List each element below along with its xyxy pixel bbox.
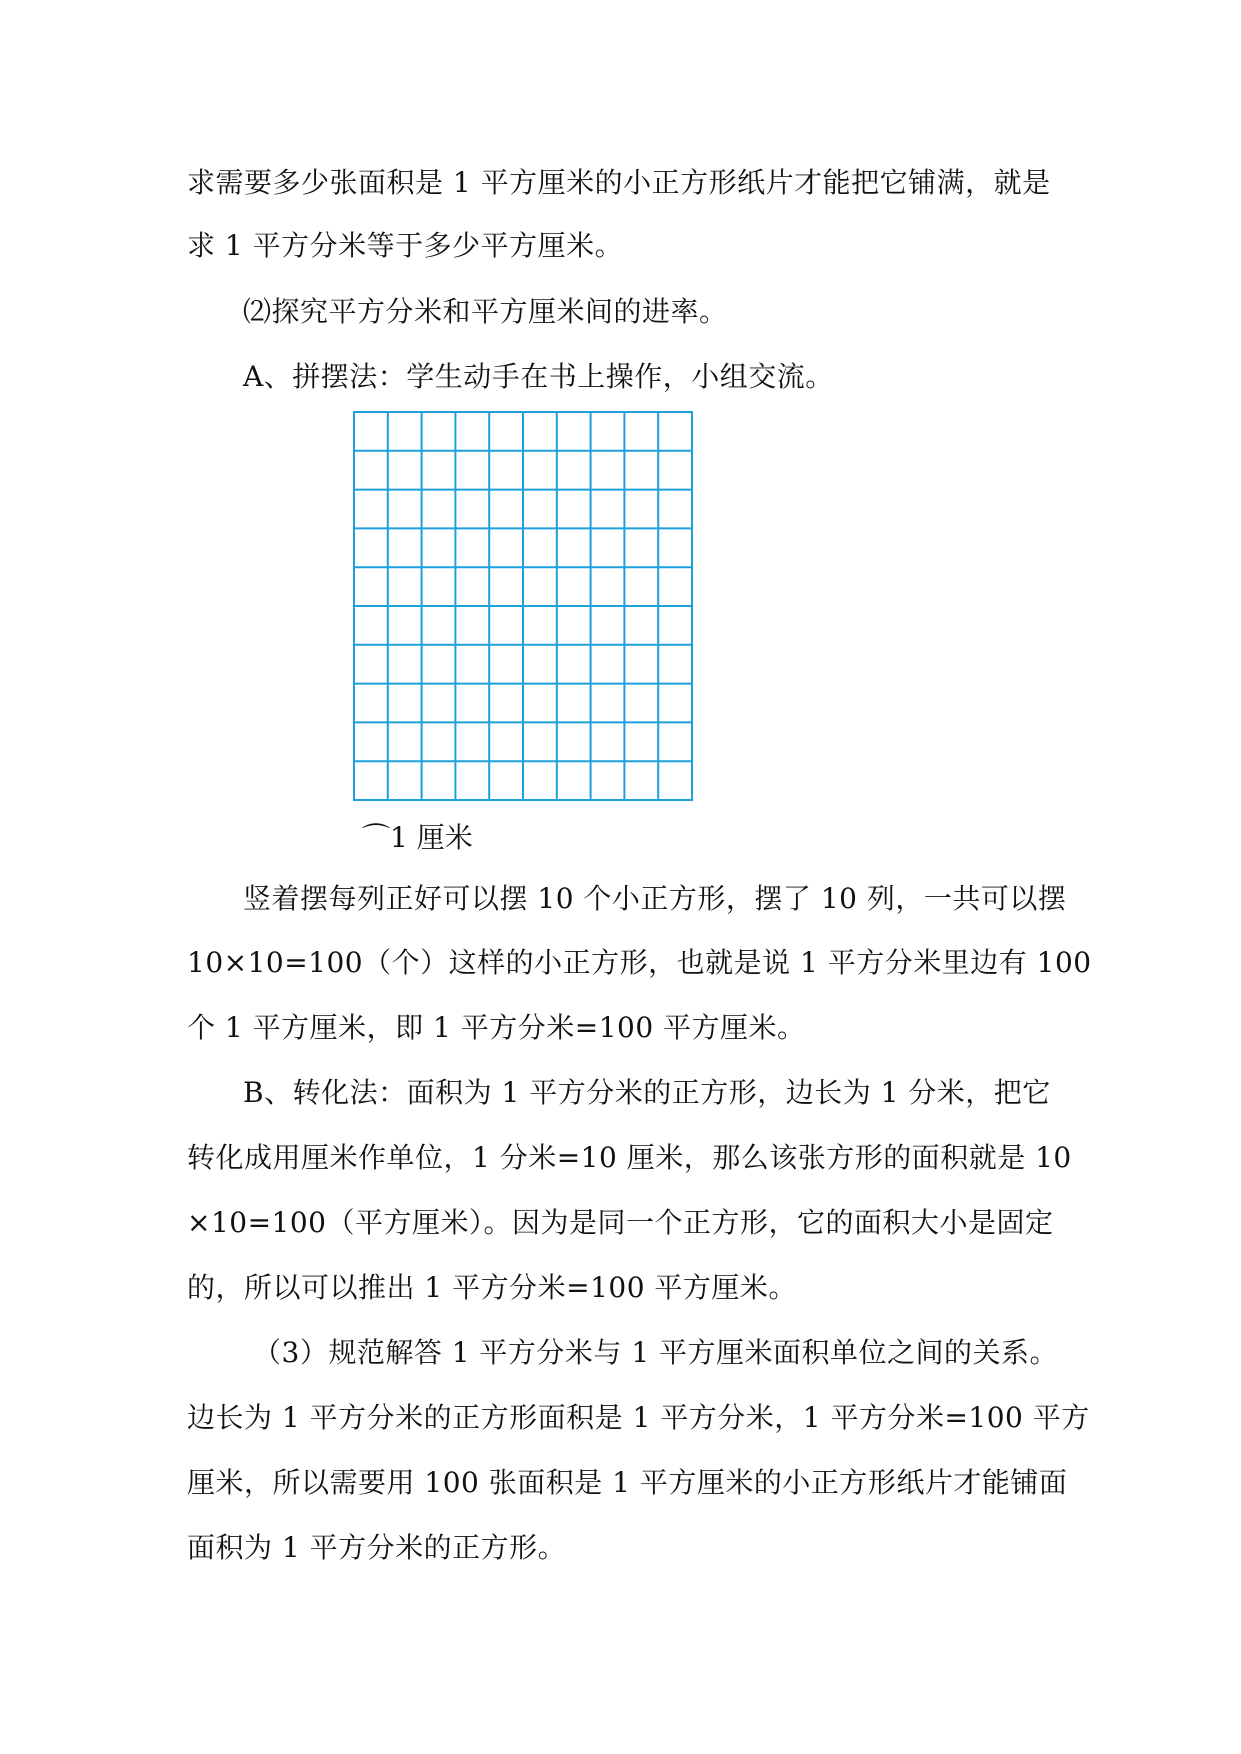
paragraph-line: 边长为 1 平方分米的正方形面积是 1 平方分米，1 平方分米=100 平方 [187,1401,1090,1434]
paragraph-line: 转化成用厘米作单位，1 分米=10 厘米，那么该张方形的面积就是 10 [187,1141,1072,1174]
paragraph-line: 10×10=100（个）这样的小正方形，也就是说 1 平方分米里边有 100 [187,946,1092,979]
paragraph-line: 面积为 1 平方分米的正方形。 [187,1531,567,1564]
paragraph-line: ×10=100（平方厘米）。因为是同一个正方形，它的面积大小是固定 [187,1206,1054,1239]
paragraph-line: 厘米，所以需要用 100 张面积是 1 平方厘米的小正方形纸片才能铺面 [187,1466,1068,1499]
section-heading: ⑵探究平方分米和平方厘米间的进率。 [243,295,728,328]
paragraph-line: 的，所以可以推出 1 平方分米=100 平方厘米。 [187,1271,797,1304]
paragraph-line: 求需要多少张面积是 1 平方厘米的小正方形纸片才能把它铺满，就是 [187,166,1051,199]
paragraph-line: 个 1 平方厘米，即 1 平方分米=100 平方厘米。 [187,1011,806,1044]
method-b-heading: B、转化法：面积为 1 平方分米的正方形，边长为 1 分米，把它 [243,1076,1051,1109]
section-heading: （3）规范解答 1 平方分米与 1 平方厘米面积单位之间的关系。 [253,1336,1059,1369]
grid-figure [353,411,693,801]
grid-caption: ⌒1 厘米 [362,821,473,854]
paragraph-line: 竖着摆每列正好可以摆 10 个小正方形，摆了 10 列，一共可以摆 [243,882,1067,915]
paragraph-line: 求 1 平方分米等于多少平方厘米。 [187,229,624,262]
method-a-heading: A、拼摆法：学生动手在书上操作，小组交流。 [243,360,834,393]
